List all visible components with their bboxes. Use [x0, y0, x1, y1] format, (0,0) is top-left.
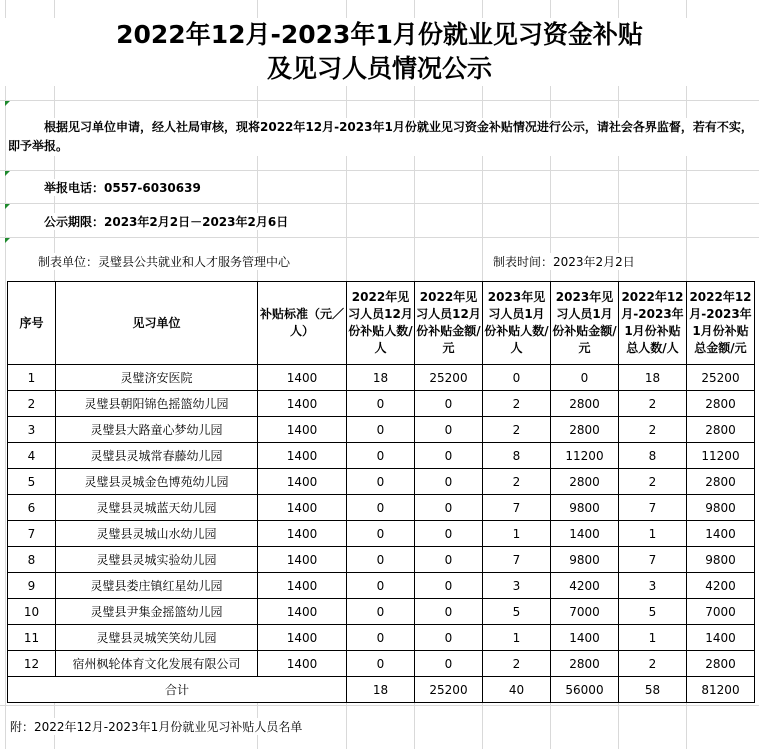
table-cell: 1400 — [258, 417, 347, 443]
table-row — [8, 573, 755, 599]
table-cell: 7 — [483, 547, 551, 573]
table-cell: 9800 — [687, 495, 755, 521]
row-index: 1 — [8, 365, 56, 391]
table-cell: 1 — [483, 521, 551, 547]
table-date: 制表时间：2023年2月2日 — [493, 255, 635, 269]
row-index: 3 — [8, 417, 56, 443]
table-maker: 制表单位：灵璧县公共就业和人才服务管理中心 — [38, 255, 291, 269]
table-cell: 0 — [415, 417, 483, 443]
unit-name-cell: 宿州枫轮体育文化发展有限公司 — [56, 651, 258, 677]
table-cell: 7 — [619, 495, 687, 521]
subsidy-table — [7, 281, 755, 703]
table-row — [8, 547, 755, 573]
table-cell: 2800 — [687, 469, 755, 495]
table-cell: 1400 — [258, 391, 347, 417]
report-phone: 举报电话：0557-6030639 — [44, 181, 201, 195]
table-cell: 7000 — [551, 599, 619, 625]
table-cell: 1400 — [687, 625, 755, 651]
table-row — [8, 651, 755, 677]
header-cell: 2022年见习人员12月份补贴人数/人 — [347, 282, 415, 365]
header-cell: 2022年12月-2023年1月份补贴总人数/人 — [619, 282, 687, 365]
unit-name-cell: 灵璧县尹集金摇篮幼儿园 — [56, 599, 258, 625]
table-cell: 0 — [415, 443, 483, 469]
table-cell: 1400 — [551, 625, 619, 651]
table-cell: 0 — [347, 521, 415, 547]
total-label: 合计 — [8, 677, 347, 703]
table-cell: 7 — [483, 495, 551, 521]
table-cell: 0 — [347, 495, 415, 521]
gridline — [0, 705, 759, 706]
table-cell: 9800 — [687, 547, 755, 573]
row-index: 4 — [8, 443, 56, 469]
unit-name-cell: 灵璧县灵城笑笑幼儿园 — [56, 625, 258, 651]
total-cell: 58 — [619, 677, 687, 703]
table-cell: 0 — [347, 625, 415, 651]
row-index: 8 — [8, 547, 56, 573]
footnote: 附：2022年12月-2023年1月份就业见习补贴人员名单 — [10, 720, 303, 734]
table-row — [8, 521, 755, 547]
table-cell: 0 — [347, 417, 415, 443]
table-cell: 7 — [619, 547, 687, 573]
gridline — [0, 100, 759, 101]
page-title — [0, 18, 759, 86]
table-cell: 25200 — [415, 365, 483, 391]
table-cell: 0 — [347, 547, 415, 573]
row-index: 7 — [8, 521, 56, 547]
table-cell: 2800 — [551, 469, 619, 495]
table-cell: 1400 — [258, 599, 347, 625]
table-cell: 2 — [619, 651, 687, 677]
row-index: 5 — [8, 469, 56, 495]
table-cell: 0 — [415, 625, 483, 651]
table-row — [8, 417, 755, 443]
table-cell: 2 — [483, 651, 551, 677]
table-cell: 1 — [619, 521, 687, 547]
table-cell: 3 — [619, 573, 687, 599]
table-row — [8, 365, 755, 391]
unit-name-cell: 灵璧县大路童心梦幼儿园 — [56, 417, 258, 443]
table-cell: 4200 — [687, 573, 755, 599]
table-cell: 0 — [551, 365, 619, 391]
header-cell: 2023年见习人员1月份补贴人数/人 — [483, 282, 551, 365]
cell-marker — [5, 204, 10, 209]
table-cell: 1400 — [258, 495, 347, 521]
total-cell: 18 — [347, 677, 415, 703]
total-cell: 81200 — [687, 677, 755, 703]
total-cell: 40 — [483, 677, 551, 703]
row-index: 9 — [8, 573, 56, 599]
table-cell: 2 — [483, 469, 551, 495]
table-cell: 1400 — [258, 469, 347, 495]
header-cell: 序号 — [8, 282, 56, 365]
row-index: 10 — [8, 599, 56, 625]
total-cell: 56000 — [551, 677, 619, 703]
table-cell: 9800 — [551, 495, 619, 521]
table-cell: 1400 — [551, 521, 619, 547]
table-cell: 0 — [347, 651, 415, 677]
table-cell: 2 — [619, 417, 687, 443]
table-cell: 8 — [483, 443, 551, 469]
header-cell: 2022年12月-2023年1月份补贴总金额/元 — [687, 282, 755, 365]
row-index: 11 — [8, 625, 56, 651]
table-cell: 1400 — [258, 521, 347, 547]
table-cell: 2 — [483, 417, 551, 443]
table-cell: 0 — [415, 521, 483, 547]
table-cell: 2 — [619, 391, 687, 417]
cell-marker — [5, 101, 10, 106]
table-header-row — [8, 282, 755, 365]
header-cell: 2022年见习人员12月份补贴金额/元 — [415, 282, 483, 365]
table-cell: 1400 — [687, 521, 755, 547]
cell-marker — [5, 171, 10, 176]
unit-name-cell: 灵璧济安医院 — [56, 365, 258, 391]
table-cell: 9800 — [551, 547, 619, 573]
gridline — [0, 170, 759, 171]
unit-name-cell: 灵璧县灵城常春藤幼儿园 — [56, 443, 258, 469]
table-cell: 4200 — [551, 573, 619, 599]
table-cell: 1 — [483, 625, 551, 651]
table-cell: 1400 — [258, 573, 347, 599]
table-cell: 7000 — [687, 599, 755, 625]
title-line-2: 及见习人员情况公示 — [266, 54, 492, 83]
table-cell: 18 — [347, 365, 415, 391]
table-cell: 2800 — [687, 417, 755, 443]
table-body — [8, 365, 755, 677]
table-cell: 1400 — [258, 443, 347, 469]
cell-marker — [5, 238, 10, 243]
header-cell: 补贴标准（元／人） — [258, 282, 347, 365]
gridline — [0, 203, 759, 204]
table-cell: 11200 — [687, 443, 755, 469]
table-row — [8, 469, 755, 495]
table-cell: 1400 — [258, 651, 347, 677]
table-cell: 1400 — [258, 365, 347, 391]
header-cell: 2023年见习人员1月份补贴金额/元 — [551, 282, 619, 365]
title-line-1: 2022年12月-2023年1月份就业见习资金补贴 — [116, 20, 643, 49]
table-row — [8, 443, 755, 469]
table-cell: 2800 — [551, 391, 619, 417]
row-index: 6 — [8, 495, 56, 521]
table-cell: 0 — [415, 391, 483, 417]
header-cell: 见习单位 — [56, 282, 258, 365]
table-cell: 2800 — [687, 651, 755, 677]
unit-name-cell: 灵璧县灵城山水幼儿园 — [56, 521, 258, 547]
unit-name-cell: 灵璧县娄庄镇红星幼儿园 — [56, 573, 258, 599]
table-cell: 0 — [347, 573, 415, 599]
table-cell: 5 — [619, 599, 687, 625]
table-cell: 2800 — [687, 391, 755, 417]
table-cell: 0 — [415, 651, 483, 677]
table-cell: 0 — [415, 495, 483, 521]
row-index: 12 — [8, 651, 56, 677]
row-index: 2 — [8, 391, 56, 417]
table-cell: 0 — [347, 599, 415, 625]
table-cell: 0 — [347, 469, 415, 495]
table-cell: 0 — [415, 469, 483, 495]
table-row — [8, 599, 755, 625]
table-cell: 0 — [415, 599, 483, 625]
table-cell: 0 — [347, 391, 415, 417]
table-cell: 3 — [483, 573, 551, 599]
table-row — [8, 625, 755, 651]
unit-name-cell: 灵璧县朝阳锦色摇篮幼儿园 — [56, 391, 258, 417]
table-cell: 1400 — [258, 547, 347, 573]
table-cell: 18 — [619, 365, 687, 391]
table-cell: 5 — [483, 599, 551, 625]
unit-name-cell: 灵璧县灵城金色博苑幼儿园 — [56, 469, 258, 495]
table-cell: 1400 — [258, 625, 347, 651]
notice-paragraph: 根据见习单位申请，经人社局审核，现将2022年12月-2023年1月份就业见习资金补贴情况进行公示，请社会各界监督，若有不实，即予举报。 — [8, 118, 753, 156]
unit-name-cell: 灵璧县灵城实验幼儿园 — [56, 547, 258, 573]
table-row — [8, 391, 755, 417]
total-row — [8, 677, 755, 703]
table-cell: 2800 — [551, 417, 619, 443]
table-cell: 0 — [483, 365, 551, 391]
notice-period: 公示期限：2023年2月2日－2023年2月6日 — [44, 215, 289, 229]
table-cell: 0 — [415, 547, 483, 573]
table-cell: 11200 — [551, 443, 619, 469]
table-cell: 25200 — [687, 365, 755, 391]
total-cell: 25200 — [415, 677, 483, 703]
table-cell: 2 — [619, 469, 687, 495]
unit-name-cell: 灵璧县灵城蓝天幼儿园 — [56, 495, 258, 521]
table-cell: 8 — [619, 443, 687, 469]
gridline — [5, 0, 6, 749]
table-cell: 1 — [619, 625, 687, 651]
table-cell: 0 — [347, 443, 415, 469]
gridline — [0, 237, 759, 238]
table-row — [8, 495, 755, 521]
table-cell: 2 — [483, 391, 551, 417]
table-cell: 2800 — [551, 651, 619, 677]
table-cell: 0 — [415, 573, 483, 599]
